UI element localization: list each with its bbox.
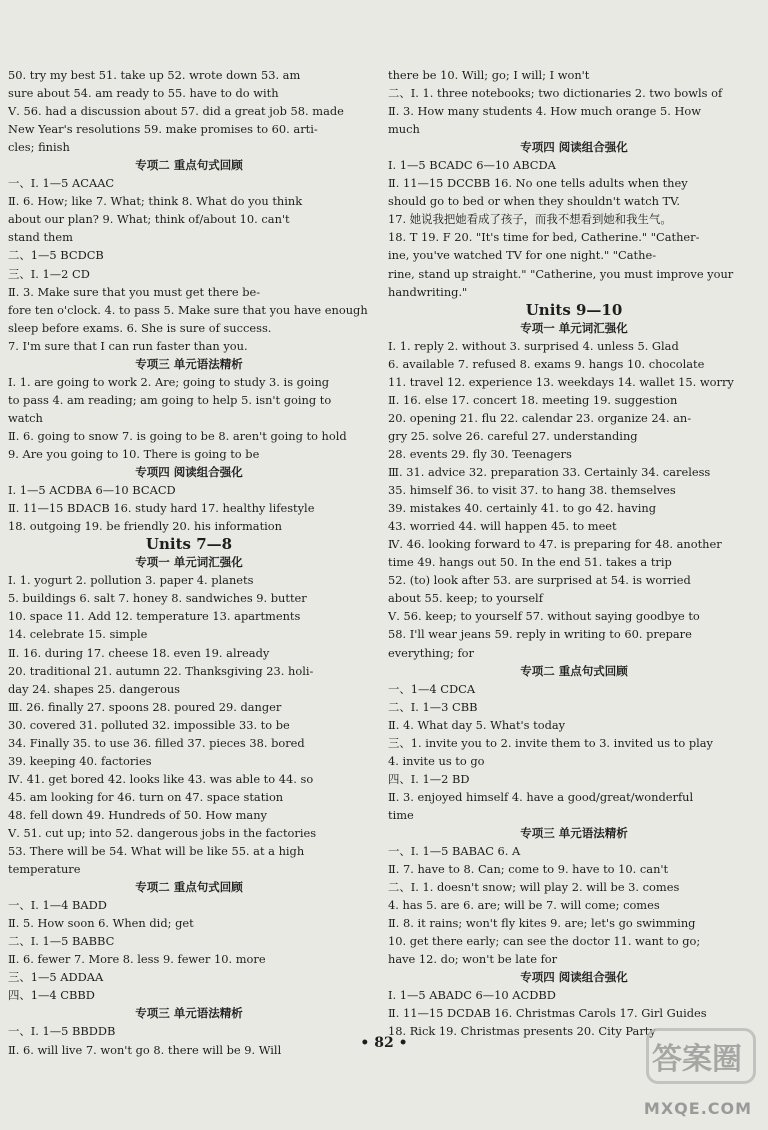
right-column — [388, 66, 760, 1041]
answer-line: 43. worried 44. will happen 45. to meet — [388, 519, 617, 534]
section-heading: 专项二 重点句式回顾 — [135, 880, 243, 895]
answer-line: cles; finish — [8, 140, 70, 155]
answer-line: Ⅳ. 41. get bored 42. looks like 43. was able to 44. so — [8, 771, 314, 786]
answer-line: 20. traditional 21. autumn 22. Thanksgiving 23. holi- — [8, 663, 314, 678]
answer-line: 四、1—4 CBBD — [8, 988, 95, 1003]
answer-line: handwriting." — [388, 284, 468, 299]
answer-line: New Year's resolutions 59. make promises to 60. arti- — [8, 122, 318, 137]
answer-line: 50. try my best 51. take up 52. wrote down 53. am — [8, 68, 301, 82]
answer-line: 一、1—4 CDCA — [388, 681, 476, 696]
answer-line: Ⅱ. 6. going to snow 7. is going to be 8. aren't going to hold — [8, 428, 347, 443]
answer-line: 39. mistakes 40. certainly 41. to go 42. having — [388, 501, 656, 516]
answer-line: 18. outgoing 19. be friendly 20. his information — [8, 519, 282, 534]
answer-line: 二、Ⅰ. 1—3 CBB — [388, 699, 478, 714]
answer-line: 二、Ⅰ. 1. doesn't snow; will play 2. will be 3. comes — [388, 880, 680, 895]
watermark-glyphs: 答案圈 — [652, 1042, 742, 1077]
answer-line: Ⅱ. 16. during 17. cheese 18. even 19. already — [8, 645, 270, 660]
answer-line: Ⅱ. 7. have to 8. Can; come to 9. have to 10. can't — [388, 862, 669, 877]
answer-line: 10. get there early; can see the doctor 11. want to go; — [388, 934, 701, 949]
answer-line: 52. (to) look after 53. are surprised at 54. is worried — [388, 573, 691, 588]
answer-line: stand them — [8, 230, 73, 245]
answer-line: 一、Ⅰ. 1—5 BBDDB — [8, 1024, 116, 1039]
watermark-logo — [638, 1028, 758, 1118]
answer-line: 4. has 5. are 6. are; will be 7. will come; comes — [388, 898, 660, 913]
answer-line: day 24. shapes 25. dangerous — [8, 681, 181, 696]
section-heading: 专项二 重点句式回顾 — [135, 158, 243, 173]
answer-line: 三、Ⅰ. 1—2 CD — [8, 266, 90, 281]
answer-line: everything; for — [388, 645, 474, 660]
answer-line: sure about 54. am ready to 55. have to do with — [8, 86, 279, 101]
left-column — [8, 66, 370, 1059]
answer-line: 9. Are you going to 10. There is going to be — [8, 446, 260, 461]
answer-line: 45. am looking for 46. turn on 47. space station — [8, 789, 284, 804]
answer-line: Ⅱ. 5. How soon 6. When did; get — [8, 916, 194, 931]
answer-line: 四、Ⅰ. 1—2 BD — [388, 771, 470, 786]
answer-line: fore ten o'clock. 4. to pass 5. Make sure that you have enough — [8, 302, 368, 317]
answer-line: have 12. do; won't be late for — [388, 952, 558, 967]
answer-line: Ⅲ. 31. advice 32. preparation 33. Certainly 34. careless — [388, 465, 711, 480]
answer-line: sleep before exams. 6. She is sure of success. — [8, 320, 272, 335]
answer-line: Ⅳ. 46. looking forward to 47. is preparing for 48. another — [388, 537, 722, 552]
answer-line: Ⅰ. 1—5 ABADC 6—10 ACDBD — [388, 988, 556, 1003]
answer-line: watch — [8, 410, 43, 425]
section-heading: 专项三 单元语法精析 — [135, 356, 243, 371]
answer-line: Ⅱ. 6. fewer 7. More 8. less 9. fewer 10. more — [8, 952, 266, 967]
answer-line: 34. Finally 35. to use 36. filled 37. pieces 38. bored — [8, 735, 305, 750]
answer-line: about 55. keep; to yourself — [388, 591, 543, 606]
answer-line: Ⅱ. 3. How many students 4. How much orange 5. How — [388, 104, 702, 119]
answer-line: 4. invite us to go — [388, 753, 485, 768]
answer-line: 18. Rick 19. Christmas presents 20. City Party — [388, 1024, 656, 1039]
answer-line: Ⅴ. 51. cut up; into 52. dangerous jobs in the factories — [8, 825, 317, 840]
section-heading: 专项四 阅读组合强化 — [520, 970, 628, 985]
answer-line: Ⅰ. 1. yogurt 2. pollution 3. paper 4. planets — [8, 573, 254, 588]
answer-line: should go to bed or when they shouldn't watch TV. — [388, 194, 681, 209]
answer-line: Ⅱ. 16. else 17. concert 18. meeting 19. suggestion — [388, 392, 678, 407]
answer-line: 39. keeping 40. factories — [8, 753, 152, 768]
answer-line: 14. celebrate 15. simple — [8, 627, 148, 642]
answer-line: 一、Ⅰ. 1—5 ACAAC — [8, 176, 115, 191]
answer-line: 17. 她说我把她看成了孩子，而我不想看到她和我生气。 — [388, 212, 672, 227]
section-heading: 专项二 重点句式回顾 — [520, 663, 628, 678]
answer-line: 20. opening 21. flu 22. calendar 23. organize 24. an- — [388, 410, 692, 425]
unit-title: Units 9—10 — [525, 300, 623, 319]
section-heading: 专项四 阅读组合强化 — [135, 465, 243, 480]
answer-line: time — [388, 807, 414, 822]
answer-line: 二、1—5 BCDCB — [8, 248, 104, 263]
answer-line: Ⅴ. 56. keep; to yourself 57. without saying goodbye to — [388, 609, 700, 624]
answer-line: Ⅱ. 11—15 BDACB 16. study hard 17. healthy lifestyle — [8, 501, 315, 516]
section-heading: 专项四 阅读组合强化 — [520, 140, 628, 155]
answer-line: to pass 4. am reading; am going to help 5. isn't going to — [8, 392, 332, 407]
answer-line: Ⅱ. 8. it rains; won't fly kites 9. are; let's go swimming — [388, 916, 696, 931]
answer-line: 一、Ⅰ. 1—4 BADD — [8, 898, 107, 913]
answer-line: about our plan? 9. What; think of/about 10. can't — [8, 212, 290, 227]
answer-line: 10. space 11. Add 12. temperature 13. apartments — [8, 609, 301, 624]
answer-line: ine, you've watched TV for one night." "Cathe- — [388, 248, 657, 263]
answer-line: Ⅰ. 1—5 BCADC 6—10 ABCDA — [388, 158, 556, 173]
answer-line: 5. buildings 6. salt 7. honey 8. sandwiches 9. butter — [8, 591, 307, 606]
answer-line: Ⅱ. 11—15 DCCBB 16. No one tells adults when they — [388, 176, 688, 191]
watermark-text: MXQE.COM — [643, 1099, 753, 1118]
section-heading: 专项三 单元语法精析 — [135, 1006, 243, 1021]
answer-line: 二、Ⅰ. 1. three notebooks; two dictionaries 2. two bowls of — [388, 86, 723, 101]
answer-line: Ⅰ. 1. are going to work 2. Are; going to study 3. is going — [8, 374, 330, 389]
section-heading: 专项三 单元语法精析 — [520, 825, 628, 840]
answer-line: 18. T 19. F 20. "It's time for bed, Catherine." "Cather- — [388, 230, 700, 245]
answer-line: 35. himself 36. to visit 37. to hang 38. themselves — [388, 483, 676, 498]
answer-line: Ⅰ. 1—5 ACDBA 6—10 BCACD — [8, 483, 176, 498]
answer-line: 6. available 7. refused 8. exams 9. hangs 10. chocolate — [388, 356, 705, 371]
answer-line: 三、1. invite you to 2. invite them to 3. invited us to play — [388, 735, 713, 750]
answer-line: Ⅱ. 6. will live 7. won't go 8. there will be 9. Will — [8, 1042, 282, 1057]
unit-title: Units 7—8 — [145, 535, 233, 554]
answer-line: Ⅱ. 3. enjoyed himself 4. have a good/great/wonderful — [388, 789, 694, 804]
answer-line: Ⅴ. 56. had a discussion about 57. did a great job 58. made — [8, 104, 344, 119]
answer-line: 二、Ⅰ. 1—5 BABBC — [8, 934, 115, 949]
answer-line: time 49. hangs out 50. In the end 51. takes a trip — [388, 555, 672, 570]
answer-line: Ⅰ. 1. reply 2. without 3. surprised 4. unless 5. Glad — [388, 338, 679, 353]
answer-line: gry 25. solve 26. careful 27. understanding — [388, 428, 638, 443]
answer-line: Ⅱ. 3. Make sure that you must get there be- — [8, 284, 261, 299]
answer-line: 48. fell down 49. Hundreds of 50. How many — [8, 807, 267, 822]
section-heading: 专项一 单元词汇强化 — [135, 555, 243, 570]
answer-line: Ⅱ. 4. What day 5. What's today — [388, 717, 566, 732]
answer-line: 53. There will be 54. What will be like 55. at a high — [8, 844, 305, 859]
answer-line: 三、1—5 ADDAA — [8, 970, 104, 985]
answer-line: Ⅲ. 26. finally 27. spoons 28. poured 29. danger — [8, 699, 282, 714]
answer-line: 28. events 29. fly 30. Teenagers — [388, 446, 572, 461]
answer-line: rine, stand up straight." "Catherine, you must improve your — [388, 266, 734, 281]
answer-line: temperature — [8, 862, 81, 877]
answer-line: 7. I'm sure that I can run faster than you. — [8, 338, 248, 353]
page-number: • 82 • — [360, 1035, 408, 1051]
answer-line: 30. covered 31. polluted 32. impossible 33. to be — [8, 717, 290, 732]
answer-line: Ⅱ. 6. How; like 7. What; think 8. What do you think — [8, 194, 303, 209]
answer-line: there be 10. Will; go; I will; I won't — [388, 68, 590, 82]
answer-line: 一、Ⅰ. 1—5 BABAC 6. A — [388, 844, 521, 859]
answer-line: 58. I'll wear jeans 59. reply in writing to 60. prepare — [388, 627, 692, 642]
section-heading: 专项一 单元词汇强化 — [520, 320, 628, 335]
answer-line: Ⅱ. 11—15 DCDAB 16. Christmas Carols 17. Girl Guides — [388, 1006, 707, 1021]
answer-line: 11. travel 12. experience 13. weekdays 14. wallet 15. worry — [388, 374, 734, 389]
answer-line: much — [388, 122, 420, 137]
